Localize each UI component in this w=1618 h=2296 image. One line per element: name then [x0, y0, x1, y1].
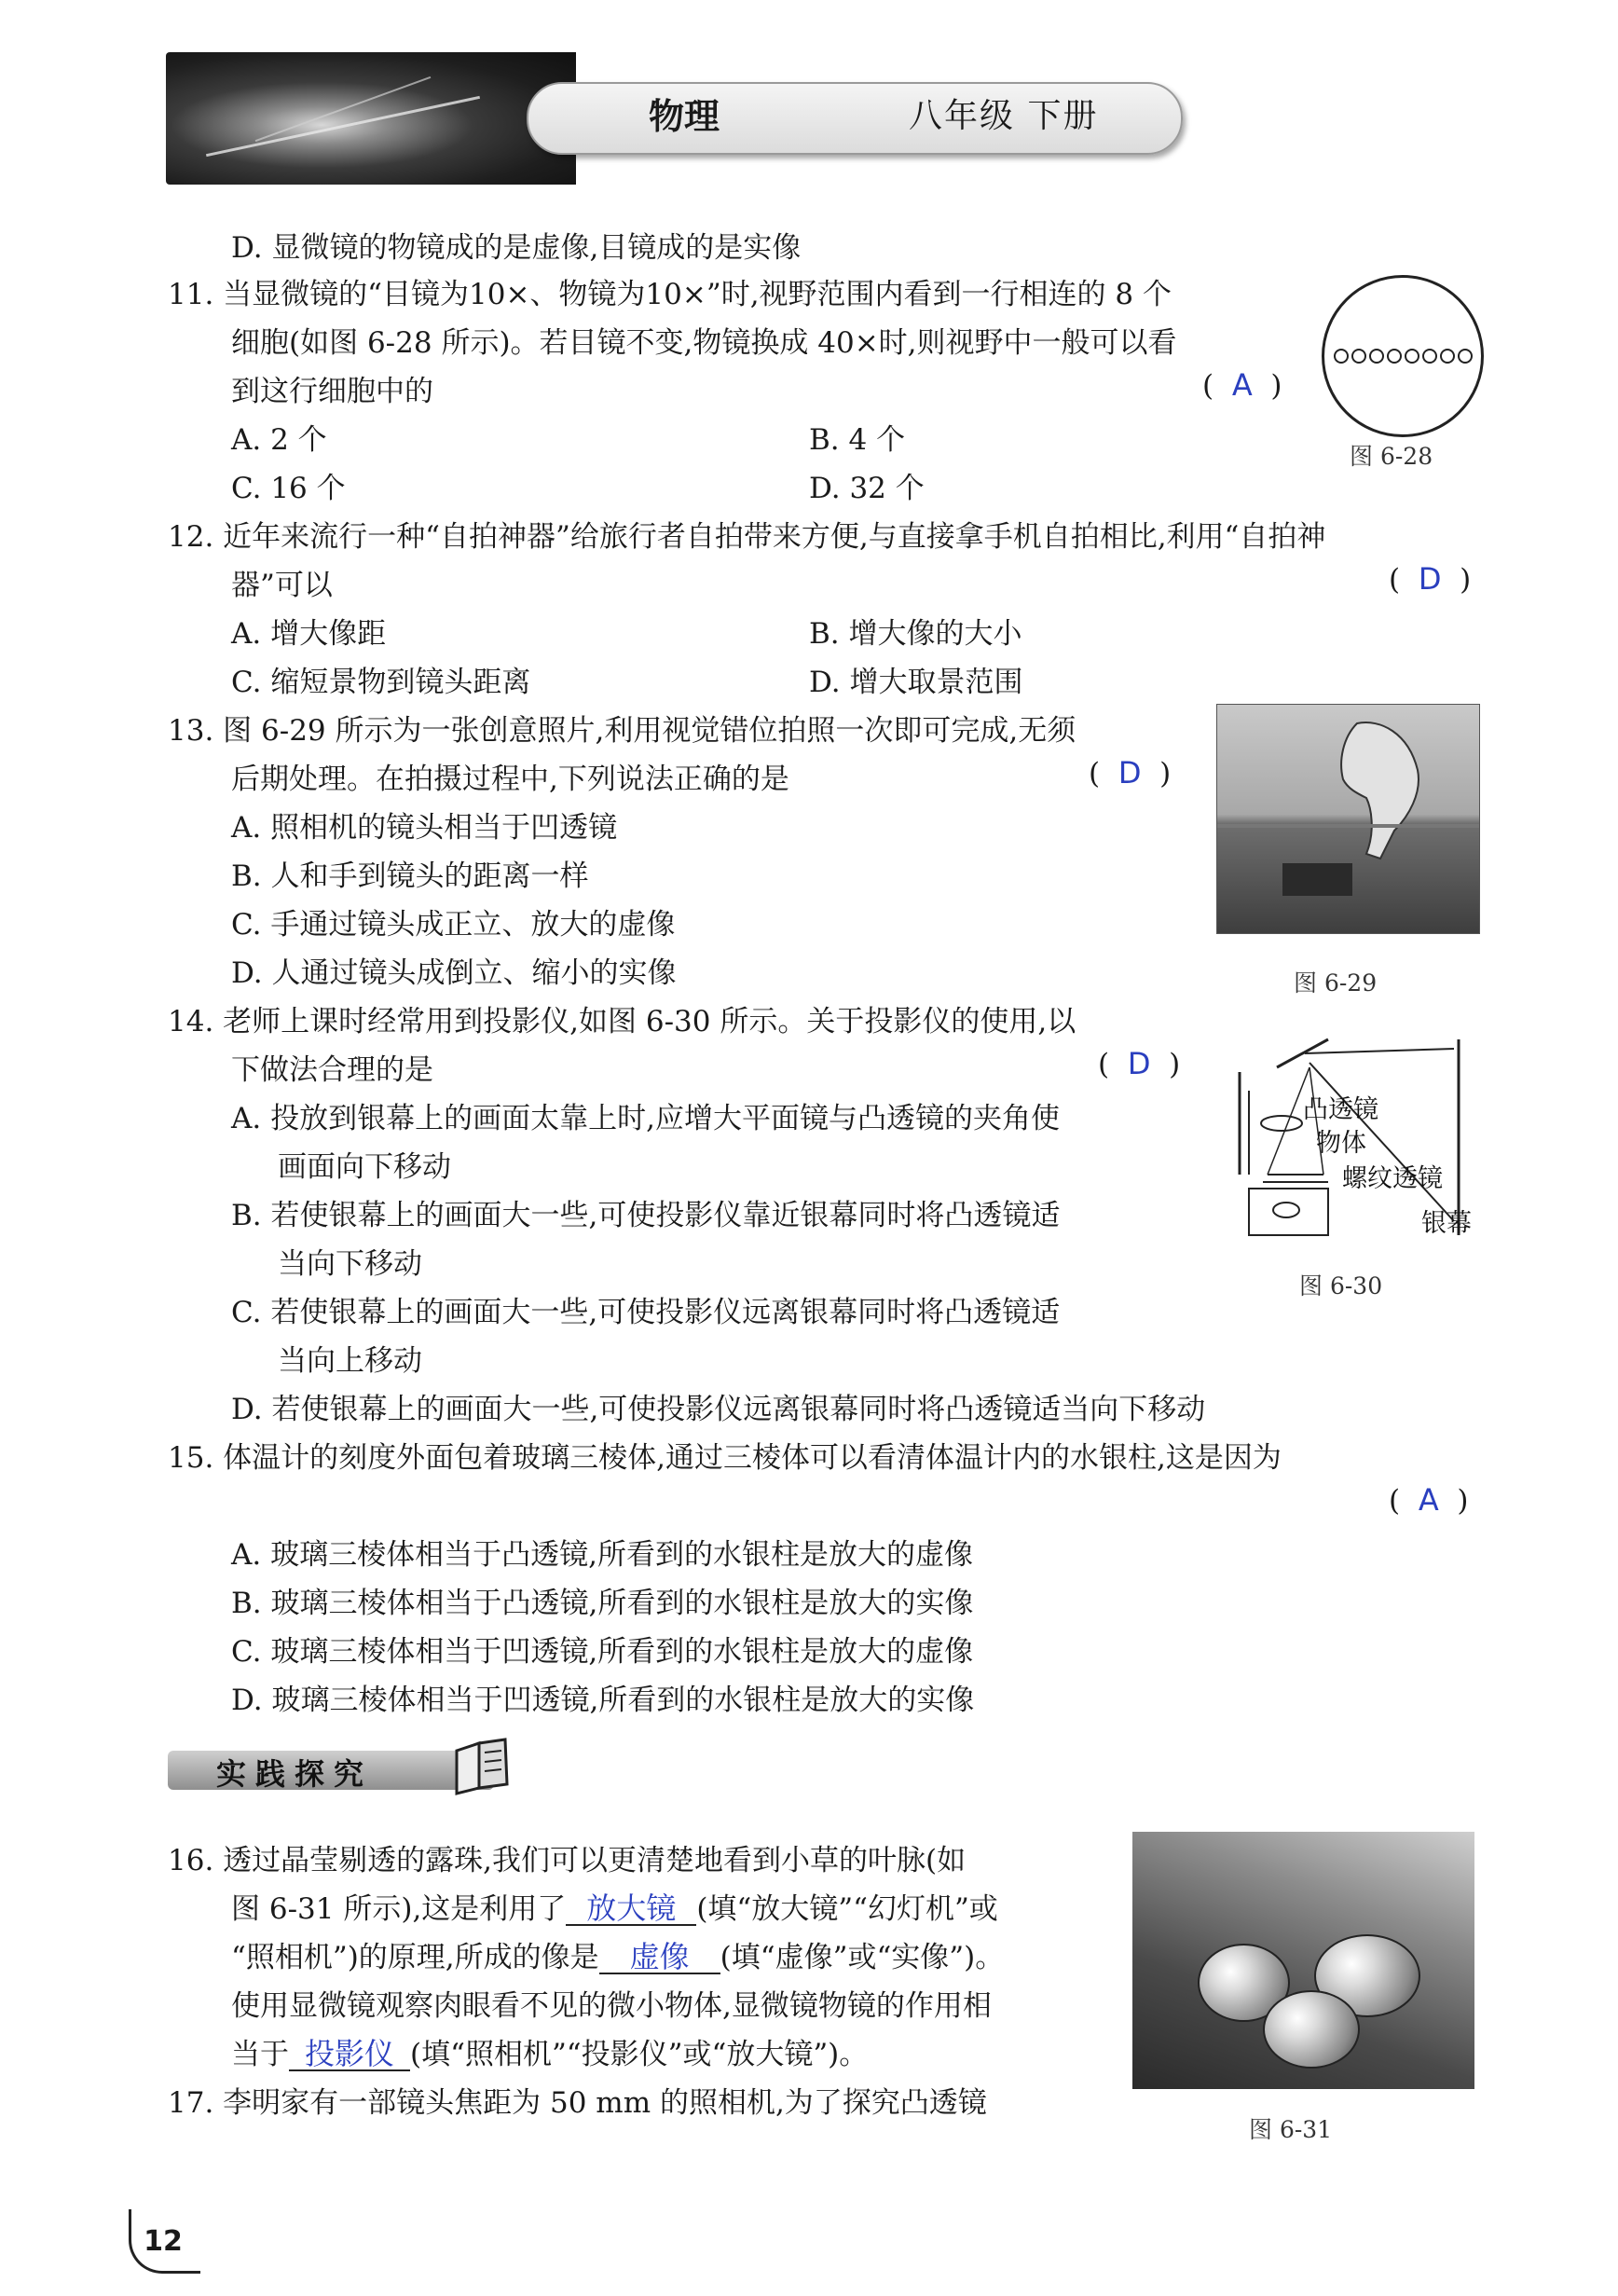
q11-stem-line2: 细胞(如图 6-28 所示)。若目镜不变,物镜换成 40×时,则视野中一般可以看 [231, 326, 1177, 360]
q14-answer: D [1127, 1046, 1151, 1081]
subject-title: 物理 [649, 96, 720, 137]
figure-6-30-caption: 图 6-30 [1299, 1272, 1383, 1299]
q12-stem-line1: 12. 近年来流行一种“自拍神器”给旅行者自拍带来方便,与直接拿手机自拍相比,利用“自拍神 [168, 520, 1326, 554]
q13-option-c: C. 手通过镜头成正立、放大的虚像 [231, 908, 676, 942]
q16-line1: 16. 透过晶莹剔透的露珠,我们可以更清楚地看到小草的叶脉(如 [168, 1844, 967, 1877]
q15-answer-paren: ( A ) [1389, 1482, 1469, 1518]
cell-circle [1334, 349, 1349, 364]
book-icon [449, 1732, 514, 1797]
q14-option-c-line2: 当向上移动 [278, 1344, 422, 1378]
section-title: 实践探究 [216, 1756, 374, 1792]
q15-answer: A [1418, 1482, 1439, 1518]
q14-stem-line2: 下做法合理的是 [231, 1053, 433, 1087]
q16-line2-a: 图 6-31 所示),这是利用了 [231, 1892, 567, 1926]
figure-6-30-label-fresnel: 螺纹透镜 [1342, 1164, 1443, 1193]
figure-6-30-label-lens: 凸透镜 [1303, 1095, 1378, 1124]
cell-circle [1351, 349, 1366, 364]
q17-line1: 17. 李明家有一部镜头焦距为 50 mm 的照相机,为了探究凸透镜 [168, 2086, 987, 2120]
cell-circle [1387, 349, 1402, 364]
figure-6-28-microscope-field [1322, 275, 1484, 437]
q16-line3 [231, 1933, 1004, 1975]
cell-circle [1440, 349, 1455, 364]
figure-6-30-label-object: 物体 [1316, 1129, 1366, 1158]
header-decoration [166, 52, 576, 185]
q14-option-b-line1: B. 若使银幕上的画面大一些,可使投影仪靠近银幕同时将凸透镜适 [231, 1199, 1061, 1232]
q11-option-b: B. 4 个 [809, 423, 906, 457]
figure-6-29-caption: 图 6-29 [1294, 969, 1378, 997]
q11-answer: A [1231, 367, 1253, 403]
q11-option-d: D. 32 个 [809, 472, 925, 505]
q16-blank3: 投影仪 [289, 2038, 410, 2071]
q11-stem-line1: 11. 当显微镜的“目镜为10×、物镜为10×”时,视野范围内看到一行相连的 8 个 [168, 278, 1172, 311]
q13-stem-line1: 13. 图 6-29 所示为一张创意照片,利用视觉错位拍照一次即可完成,无须 [168, 714, 1076, 748]
q15-option-c: C. 玻璃三棱体相当于凹透镜,所看到的水银柱是放大的虚像 [231, 1635, 974, 1669]
q16-line3-a: “照相机”)的原理,所成的像是 [231, 1941, 599, 1974]
page-number: 12 [144, 2225, 183, 2258]
q15-stem-line1: 15. 体温计的刻度外面包着玻璃三棱体,通过三棱体可以看清体温计内的水银柱,这是因为 [168, 1441, 1282, 1475]
figure-6-31-dew-photo [1132, 1832, 1474, 2089]
cell-circle [1369, 349, 1384, 364]
q14-option-b-line2: 当向下移动 [278, 1247, 422, 1281]
q15-option-d: D. 玻璃三棱体相当于凹透镜,所看到的水银柱是放大的实像 [231, 1684, 975, 1717]
cell-circle [1405, 349, 1419, 364]
q12-option-d: D. 增大取景范围 [809, 666, 1023, 699]
q15-option-a: A. 玻璃三棱体相当于凸透镜,所看到的水银柱是放大的虚像 [231, 1538, 973, 1572]
q12-answer-paren: ( D ) [1389, 561, 1472, 597]
q13-option-b: B. 人和手到镜头的距离一样 [231, 859, 589, 893]
q16-blank1: 放大镜 [566, 1892, 696, 1926]
q12-option-a: A. 增大像距 [231, 617, 387, 651]
q13-answer-paren: ( D ) [1089, 755, 1172, 791]
q14-answer-paren: ( D ) [1098, 1046, 1181, 1081]
q16-line4: 使用显微镜观察肉眼看不见的微小物体,显微镜物镜的作用相 [231, 1989, 992, 2023]
cell-circle [1422, 349, 1437, 364]
q12-option-c: C. 缩短景物到镜头距离 [231, 666, 531, 699]
q14-option-a-line1: A. 投放到银幕上的画面太靠上时,应增大平面镜与凸透镜的夹角使 [231, 1102, 1060, 1135]
q12-option-b: B. 增大像的大小 [809, 617, 1022, 651]
q16-line2 [231, 1885, 998, 1927]
q16-line2-b: (填“放大镜”“幻灯机”或 [696, 1892, 998, 1926]
figure-6-31-caption: 图 6-31 [1249, 2116, 1333, 2143]
q13-answer: D [1118, 755, 1142, 791]
q16-line5 [231, 2030, 868, 2072]
q16-line5-b: (填“照相机”“投影仪”或“放大镜”)。 [410, 2038, 869, 2071]
figure-6-30-label-screen: 银幕 [1421, 1209, 1472, 1238]
q11-answer-paren: ( A ) [1202, 367, 1282, 403]
q13-option-d: D. 人通过镜头成倒立、缩小的实像 [231, 956, 677, 990]
q14-stem-line1: 14. 老师上课时经常用到投影仪,如图 6-30 所示。关于投影仪的使用,以 [168, 1005, 1076, 1038]
q16-line5-a: 当于 [231, 2038, 289, 2071]
q11-option-a: A. 2 个 [231, 423, 327, 457]
q11-stem-line3: 到这行细胞中的 [231, 375, 433, 408]
q15-option-b: B. 玻璃三棱体相当于凸透镜,所看到的水银柱是放大的实像 [231, 1587, 974, 1620]
q14-option-c-line1: C. 若使银幕上的画面大一些,可使投影仪远离银幕同时将凸透镜适 [231, 1296, 1061, 1329]
q12-stem-line2: 器”可以 [231, 569, 333, 602]
q10-option-d: D. 显微镜的物镜成的是虚像,目镜成的是实像 [231, 231, 802, 265]
q13-option-a: A. 照相机的镜头相当于凹透镜 [231, 811, 618, 845]
q12-answer: D [1418, 561, 1442, 597]
figure-6-29-photo [1216, 704, 1480, 934]
q11-option-c: C. 16 个 [231, 472, 346, 505]
cell-circle [1458, 349, 1473, 364]
grade-label: 八年级 下册 [909, 97, 1099, 135]
q14-option-a-line2: 画面向下移动 [278, 1150, 451, 1184]
q13-stem-line2: 后期处理。在拍摄过程中,下列说法正确的是 [231, 763, 789, 796]
figure-6-28-caption: 图 6-28 [1350, 443, 1433, 470]
q16-line3-b: (填“虚像”或“实像”)。 [720, 1941, 1005, 1974]
q14-option-d: D. 若使银幕上的画面大一些,可使投影仪远离银幕同时将凸透镜适当向下移动 [231, 1393, 1206, 1426]
q16-blank2: 虚像 [599, 1941, 720, 1974]
